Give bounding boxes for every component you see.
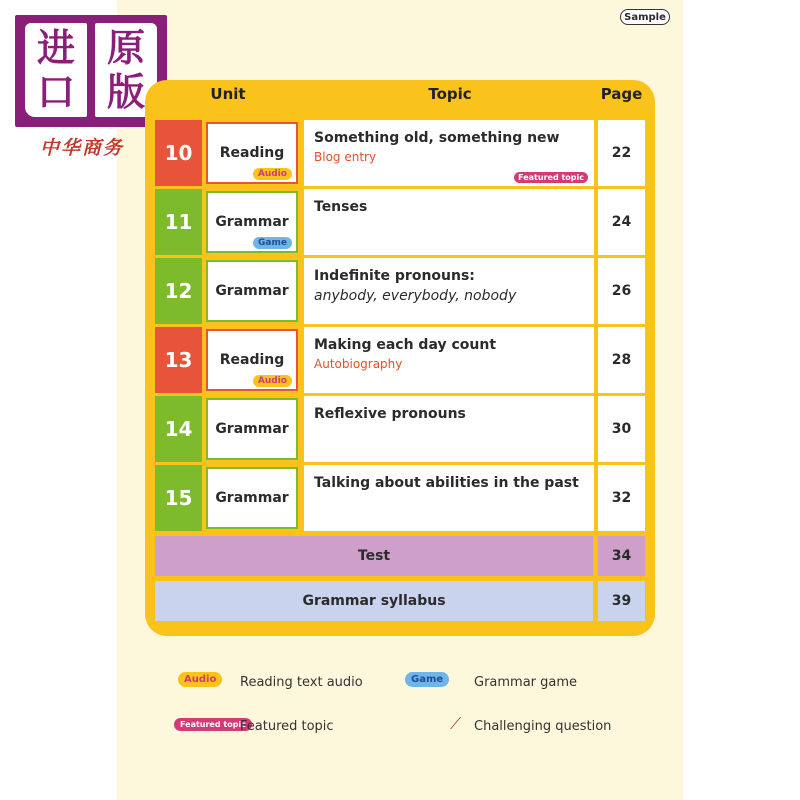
topic-examples: anybody, everybody, nobody <box>314 288 517 304</box>
topic-title: Making each day count <box>314 337 497 353</box>
unit-type-label: Grammar <box>215 490 289 506</box>
page-number: 26 <box>598 258 645 324</box>
topic-title: Tenses <box>314 199 368 215</box>
topic-genre: Autobiography <box>314 357 403 371</box>
unit-number: 13 <box>155 327 202 393</box>
featured-topic-icon: Featured topic <box>514 172 588 183</box>
audio-icon: Audio <box>178 672 222 687</box>
header-unit: Unit <box>210 85 246 103</box>
topic-cell <box>304 396 594 462</box>
unit-type-label: Grammar <box>215 421 289 437</box>
topic-cell <box>304 327 594 393</box>
table-row[interactable] <box>155 189 645 255</box>
unit-type <box>206 467 298 529</box>
page-number: 22 <box>598 120 645 186</box>
unit-number: 11 <box>155 189 202 255</box>
game-icon: Game <box>253 237 292 249</box>
unit-type <box>206 191 298 253</box>
unit-type <box>206 329 298 391</box>
page-number: 28 <box>598 327 645 393</box>
topic-title: Reflexive pronouns <box>314 406 466 422</box>
unit-number: 10 <box>155 120 202 186</box>
header-topic: Topic <box>428 85 472 103</box>
page-number: 32 <box>598 465 645 531</box>
topic-cell <box>304 189 594 255</box>
page-number: 30 <box>598 396 645 462</box>
topic-cell <box>304 120 594 186</box>
featured-topic-icon: Featured topic <box>174 718 252 731</box>
game-icon: Game <box>405 672 449 687</box>
legend-game-label: Grammar game <box>474 675 578 690</box>
topic-title: Talking about abilities in the past <box>314 475 579 491</box>
table-row[interactable] <box>155 465 645 531</box>
logo-right-page: 原 版 <box>95 23 157 117</box>
unit-number: 15 <box>155 465 202 531</box>
table-row[interactable] <box>155 120 645 186</box>
unit-number: 14 <box>155 396 202 462</box>
test-label: Test <box>357 548 391 564</box>
topic-genre: Blog entry <box>314 150 377 164</box>
topic-title: Indefinite pronouns: <box>314 268 475 284</box>
table-row[interactable] <box>155 396 645 462</box>
syllabus-row[interactable] <box>155 581 593 621</box>
unit-type <box>206 398 298 460</box>
legend-challenge-label: Challenging question <box>474 719 612 734</box>
syllabus-label: Grammar syllabus <box>302 593 446 609</box>
unit-type-label: Reading <box>219 145 285 161</box>
unit-type <box>206 122 298 184</box>
test-row[interactable] <box>155 536 593 576</box>
unit-type <box>206 260 298 322</box>
header-page: Page <box>600 85 643 103</box>
table-row[interactable] <box>155 327 645 393</box>
topic-cell <box>304 258 594 324</box>
pin-icon: ⟋ <box>450 714 462 733</box>
unit-type-label: Grammar <box>215 283 289 299</box>
test-page: 34 <box>598 536 645 576</box>
topic-cell <box>304 465 594 531</box>
audio-icon: Audio <box>253 168 292 180</box>
sample-badge: Sample <box>620 9 670 25</box>
unit-type-label: Grammar <box>215 214 289 230</box>
syllabus-page: 39 <box>598 581 645 621</box>
page-number: 24 <box>598 189 645 255</box>
audio-icon: Audio <box>253 375 292 387</box>
logo-left-page: 进 口 <box>25 23 87 117</box>
legend-featured-label: Featured topic <box>240 719 334 734</box>
legend-audio-label: Reading text audio <box>240 675 363 690</box>
table-row[interactable] <box>155 258 645 324</box>
topic-title: Something old, something new <box>314 130 560 146</box>
brand-name: 中华商务 <box>40 137 125 159</box>
unit-number: 12 <box>155 258 202 324</box>
unit-type-label: Reading <box>219 352 285 368</box>
